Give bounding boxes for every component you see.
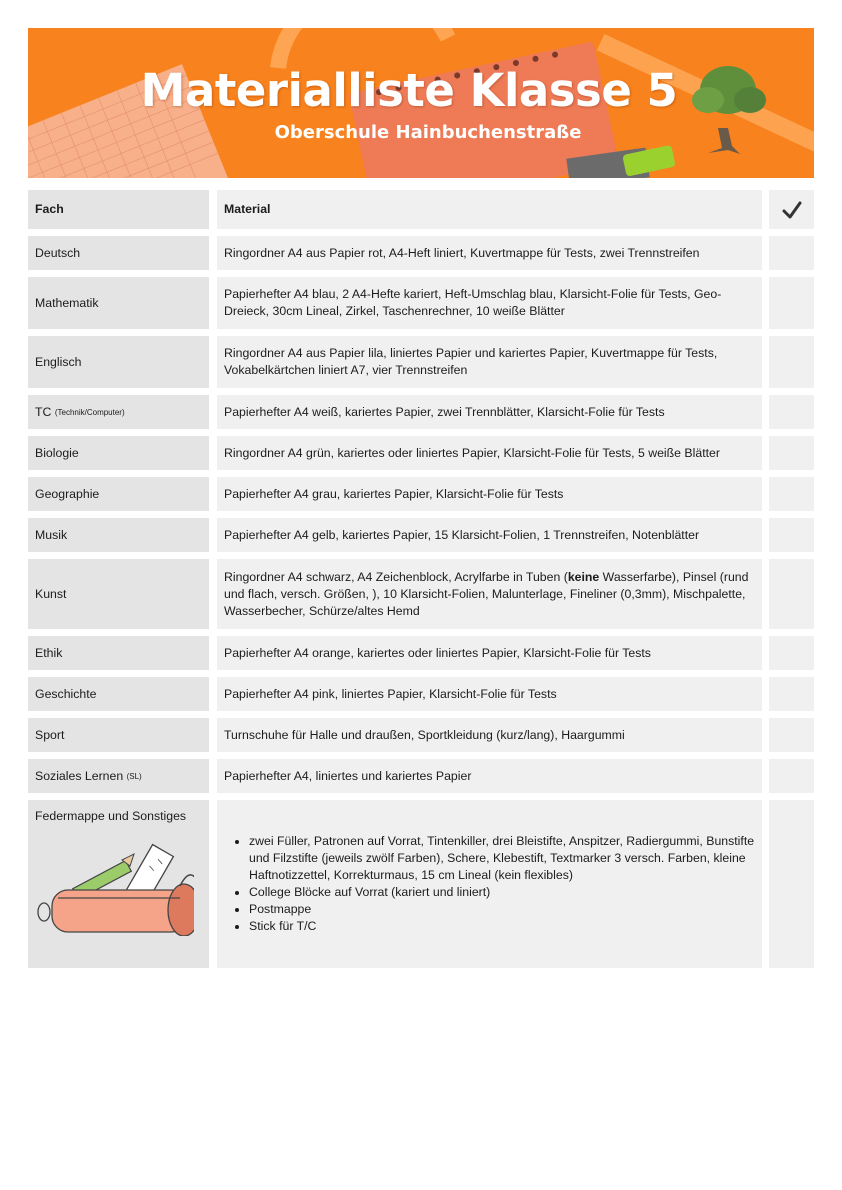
subject-label: Federmappe und Sonstiges bbox=[35, 809, 187, 823]
list-item: • zwei Füller, Patronen auf Vorrat, Tintenkiller, drei Bleistifte, Anspitzer, Radiergummi, Bunstifte und Filzstifte (jeweils zwölf Farben), Schere, Klebestift, Textmarker 3 versch. Farben, kleine Haftnotizzettel, Korrekturmaus, 15 cm Lineal (kein flexibles) bbox=[249, 833, 755, 884]
check-box[interactable] bbox=[769, 336, 814, 388]
check-box[interactable] bbox=[769, 718, 814, 752]
column-header-material: Material bbox=[217, 190, 762, 229]
table-row bbox=[28, 800, 814, 968]
material-cell: Ringordner A4 aus Papier rot, A4-Heft liniert, Kuvertmappe für Tests, zwei Trennstreifen bbox=[217, 236, 762, 270]
table-row bbox=[28, 759, 814, 793]
table-row bbox=[28, 436, 814, 470]
material-text-start: Ringordner A4 schwarz, A4 Zeichenblock, Acrylfarbe in Tuben ( bbox=[224, 569, 568, 584]
subject-cell: Sport bbox=[28, 718, 209, 752]
check-box[interactable] bbox=[769, 559, 814, 629]
checkmark-icon bbox=[782, 200, 802, 220]
material-cell: Papierhefter A4 weiß, kariertes Papier, zwei Trennblätter, Klarsicht-Folie für Tests bbox=[217, 395, 762, 429]
table-row bbox=[28, 395, 814, 429]
table-row bbox=[28, 477, 814, 511]
subject-note: (SL) bbox=[126, 771, 142, 781]
table-row bbox=[28, 677, 814, 711]
header-banner bbox=[28, 28, 814, 178]
table-row bbox=[28, 559, 814, 629]
material-cell: Ringordner A4 aus Papier lila, liniertes Papier und kariertes Papier, Kuvertmappe für Tests, Vokabelkärtchen liniert A7, vier Trennstreifen bbox=[217, 336, 762, 388]
school-name: Oberschule Hainbuchenstraße bbox=[274, 122, 582, 143]
subject-note: (Technik/Computer) bbox=[54, 407, 125, 417]
subject-cell: Biologie bbox=[28, 436, 209, 470]
material-emphasis: keine bbox=[567, 569, 600, 584]
check-column-header bbox=[769, 190, 814, 229]
table-row bbox=[28, 718, 814, 752]
page-title: Materialliste Klasse 5 bbox=[140, 64, 678, 117]
material-cell: Papierhefter A4 blau, 2 A4-Hefte kariert, Heft-Umschlag blau, Klarsicht-Folie für Tests, Geo-Dreieck, 30cm Lineal, Zirkel, Taschenrechner, 10 weiße Blätter bbox=[217, 277, 762, 329]
material-cell: Papierhefter A4 grau, kariertes Papier, Klarsicht-Folie für Tests bbox=[217, 477, 762, 511]
subject-cell: Deutsch bbox=[28, 236, 209, 270]
check-box[interactable] bbox=[769, 277, 814, 329]
pencil-case-icon bbox=[34, 836, 194, 936]
list-item: • Postmappe bbox=[249, 901, 755, 918]
material-list bbox=[231, 833, 755, 935]
subject-cell: Mathematik bbox=[28, 277, 209, 329]
subject-cell bbox=[28, 800, 209, 968]
subject-cell: Musik bbox=[28, 518, 209, 552]
material-cell: Turnschuhe für Halle und draußen, Sportkleidung (kurz/lang), Haargummi bbox=[217, 718, 762, 752]
subject-label: TC bbox=[35, 404, 52, 419]
table-row bbox=[28, 236, 814, 270]
check-box[interactable] bbox=[769, 436, 814, 470]
material-table bbox=[28, 190, 814, 975]
material-cell: Papierhefter A4 gelb, kariertes Papier, 15 Klarsicht-Folien, 1 Trennstreifen, Notenblätter bbox=[217, 518, 762, 552]
table-row bbox=[28, 518, 814, 552]
check-box[interactable] bbox=[769, 236, 814, 270]
list-item: • College Blöcke auf Vorrat (kariert und liniert) bbox=[249, 884, 755, 901]
material-cell bbox=[217, 800, 762, 968]
check-box[interactable] bbox=[769, 800, 814, 968]
subject-cell: Geographie bbox=[28, 477, 209, 511]
table-row bbox=[28, 636, 814, 670]
subject-cell: Ethik bbox=[28, 636, 209, 670]
subject-cell: Geschichte bbox=[28, 677, 209, 711]
list-item: • Stick für T/C bbox=[249, 918, 755, 935]
check-box[interactable] bbox=[769, 636, 814, 670]
subject-cell bbox=[28, 395, 209, 429]
subject-label: Soziales Lernen bbox=[35, 768, 124, 783]
check-box[interactable] bbox=[769, 759, 814, 793]
table-row bbox=[28, 277, 814, 329]
check-box[interactable] bbox=[769, 395, 814, 429]
material-text-end: Wasserfarbe), Pinsel (rund und flach, versch. Größen, ), 10 Klarsicht-Folien, Malunterlage, Fineliner (0,3mm), Mischpalette, Wasserbecher, Schürze/altes Hemd bbox=[224, 569, 749, 618]
subject-cell: Englisch bbox=[28, 336, 209, 388]
subject-cell bbox=[28, 759, 209, 793]
material-text bbox=[224, 569, 755, 620]
material-cell: Papierhefter A4 pink, liniertes Papier, Klarsicht-Folie für Tests bbox=[217, 677, 762, 711]
table-header-row bbox=[28, 190, 814, 229]
check-box[interactable] bbox=[769, 518, 814, 552]
check-box[interactable] bbox=[769, 677, 814, 711]
table-row bbox=[28, 336, 814, 388]
column-header-subject: Fach bbox=[28, 190, 209, 229]
check-box[interactable] bbox=[769, 477, 814, 511]
subject-cell: Kunst bbox=[28, 559, 209, 629]
material-cell bbox=[217, 559, 762, 629]
material-cell: Papierhefter A4 orange, kariertes oder liniertes Papier, Klarsicht-Folie für Tests bbox=[217, 636, 762, 670]
material-cell: Papierhefter A4, liniertes und kariertes Papier bbox=[217, 759, 762, 793]
material-cell: Ringordner A4 grün, kariertes oder liniertes Papier, Klarsicht-Folie für Tests, 5 weiße Blätter bbox=[217, 436, 762, 470]
